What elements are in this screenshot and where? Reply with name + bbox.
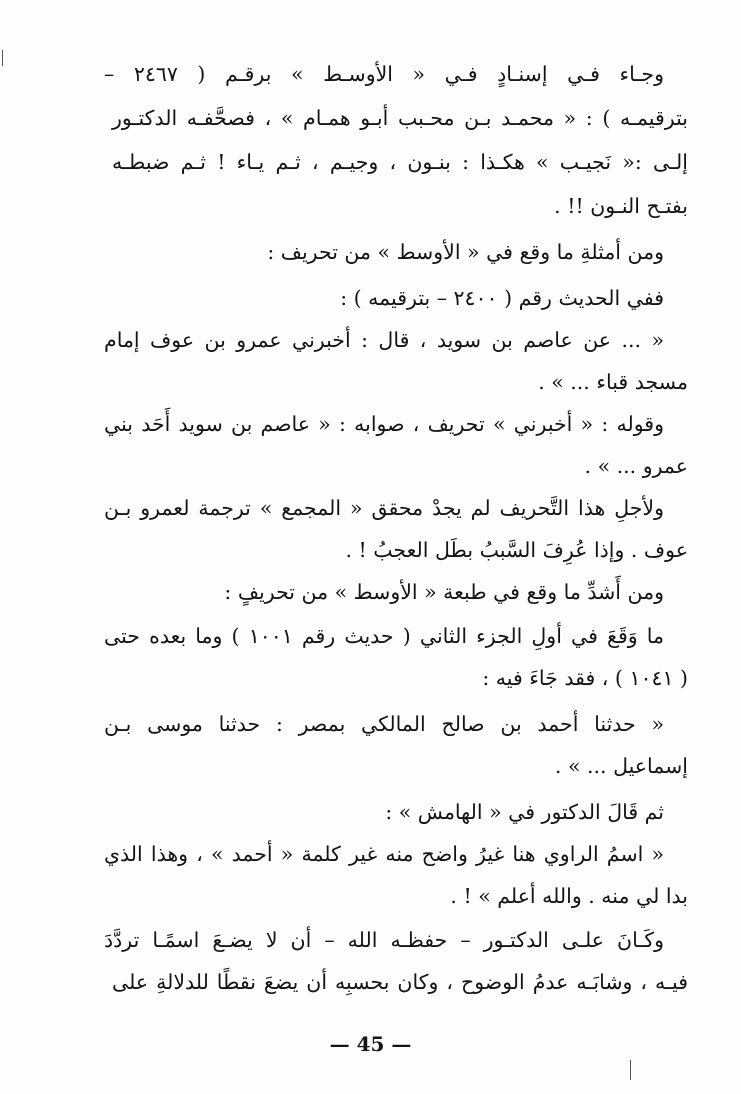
text-line-12: عوف . وإذا عُرِفَ السَّببُ بطَل العجبُ ! .	[345, 538, 688, 562]
text-line-17: إسماعيل ... » .	[554, 754, 688, 778]
text-line-2: بترقيمـه ) : « محمـد بـن محـبب أبـو همـام » ، فصحَّفـه الدكتـور	[112, 106, 688, 130]
text-line-13: ومن أَشدِّ ما وقع في طبعة « الأوسط » من تحريفٍ :	[224, 580, 664, 604]
text-line-7: « ... عن عاصم بن سويد ، قال : أخبرني عمرو بن عوف إمام	[104, 328, 664, 352]
text-line-8: مسجد قباء ... » .	[538, 370, 688, 394]
text-line-16: « حدثنا أحمد بن صالح المالكي بمصر : حدثنا موسى بـن	[104, 712, 664, 736]
text-line-3: إلـى :« نَجيـب » هكـذا : بنـون ، وجيـم ، ثـم يـاء ! ثـم ضبطـه	[112, 150, 688, 174]
text-line-18: ثم قَالَ الدكتور في « الهامش » :	[385, 800, 664, 824]
text-line-19: « اسمُ الراوي هنا غيرُ واضح منه غير كلمة « أحمد » ، وهذا الذي	[104, 842, 664, 866]
text-line-1: وجـاء فـي إسنـادٍ فـي « الأوسـط » برقـم ( ٢٤٦٧ –	[104, 62, 664, 86]
text-line-22: فيـه ، وشابَـه عدمُ الوضوح ، وكان بحسبِه أن يضعَ نقطًا للدلالةِ على	[112, 970, 688, 994]
scan-edge-mark	[2, 50, 3, 66]
text-line-21: وكَـانَ علـى الدكتـور – حفظـه الله – أن لا يضـعَ اسمًـا تردَّدَ	[104, 928, 664, 952]
text-line-4: بفتـح النـون !! .	[554, 194, 688, 218]
text-line-10: عمرو ... » .	[584, 454, 688, 478]
page-number: — 45 —	[329, 1032, 412, 1056]
text-line-14: ما وَقَعَ في أولِ الجزء الثاني ( حديث رقم ١٠٠١ ) وما بعده حتى	[104, 624, 664, 648]
text-line-6: ففي الحديث رقم ( ٢٤٠٠ – بترقيمه ) :	[340, 286, 664, 310]
text-line-15: ( ١٠٤١ ) ، فقد جَاءَ فيه :	[482, 666, 688, 690]
text-line-20: بدا لي منه . والله أعلم » ! .	[450, 884, 688, 908]
text-line-9: وقوله : « أخبرني » تحريف ، صوابه : « عاصم بن سويد أَحَد بني	[104, 412, 664, 436]
text-line-5: ومن أمثلةِ ما وقع في « الأوسط » من تحريف :	[267, 240, 664, 264]
text-line-11: ولأجلِ هذا التَّحريف لم يجدْ محقق « المجمع » ترجمة لعمرو بـن	[104, 496, 664, 520]
scan-edge-mark	[630, 1060, 631, 1080]
